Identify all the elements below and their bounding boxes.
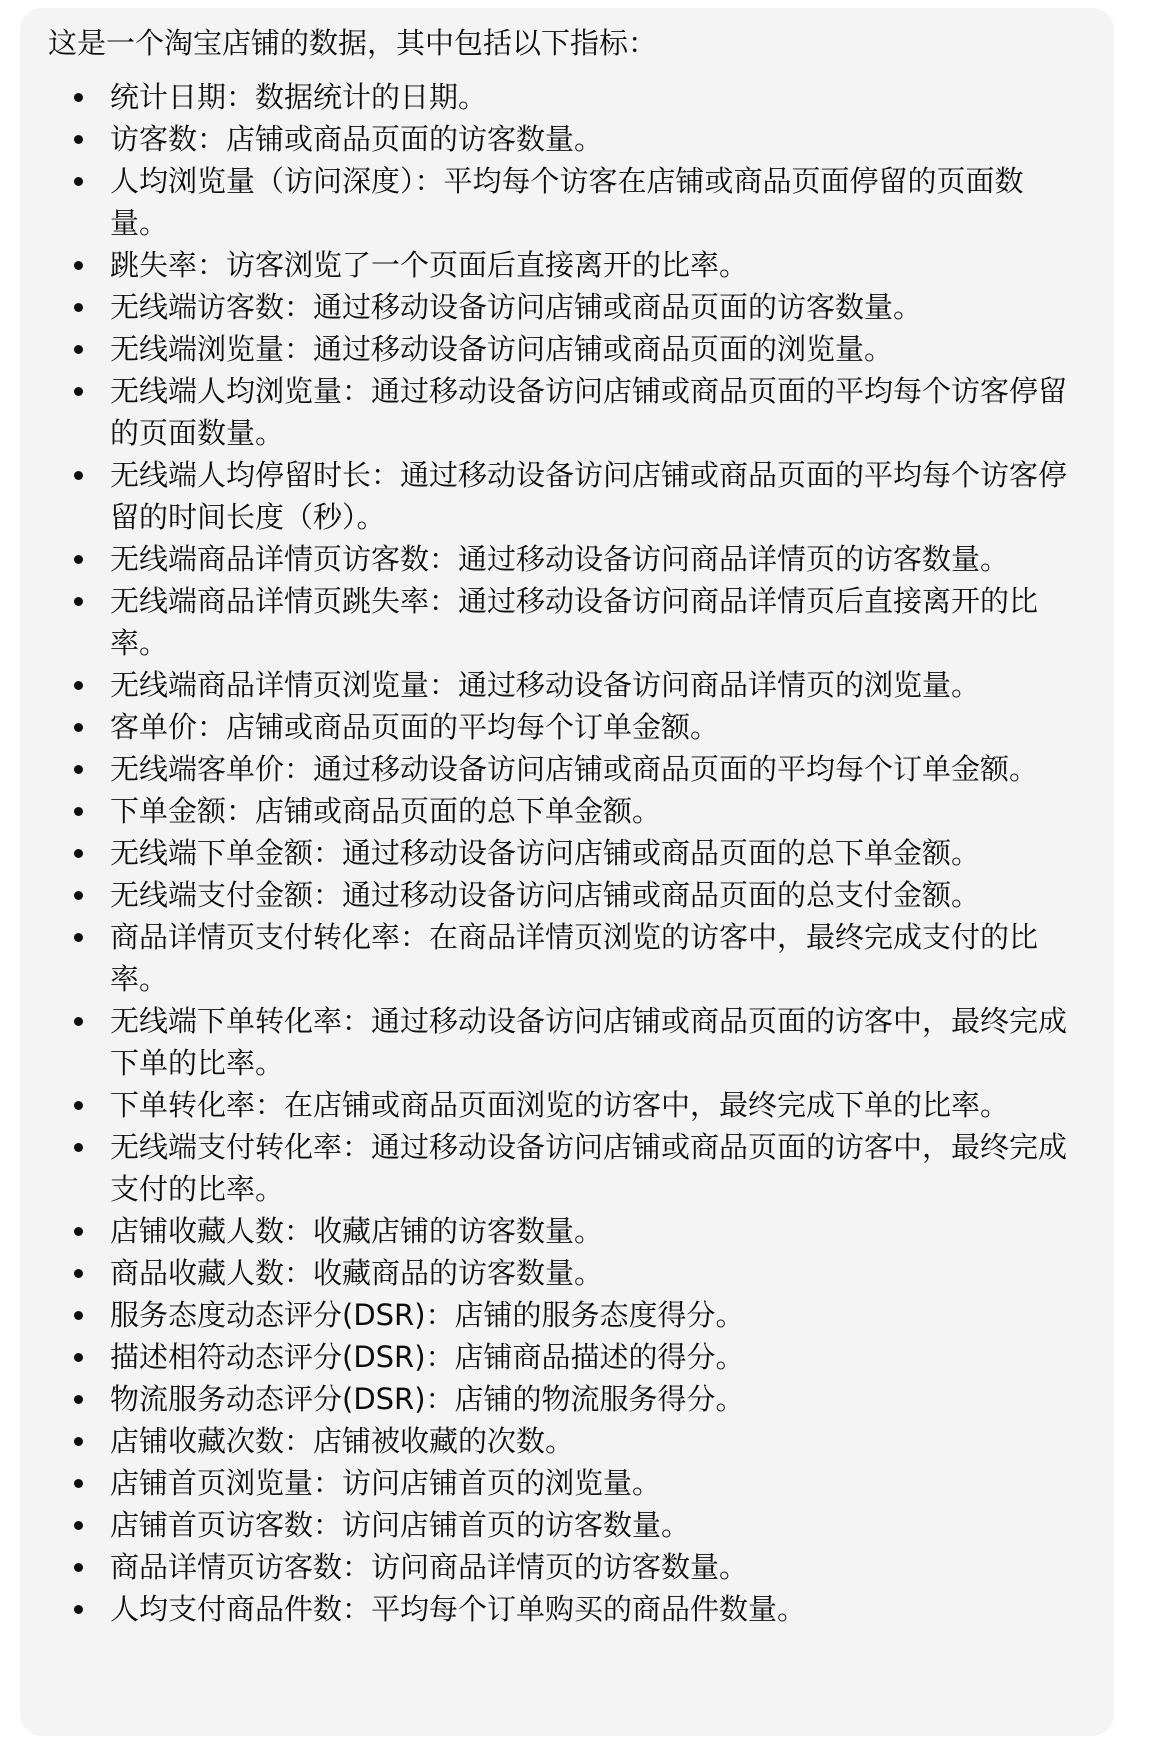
list-item-text: 服务态度动态评分(DSR)：店铺的服务态度得分。 (110, 1298, 745, 1332)
list-item-text: 店铺首页访客数：访问店铺首页的访客数量。 (110, 1508, 691, 1542)
list-item (48, 1462, 1078, 1504)
list-item (48, 1084, 1078, 1126)
list-item (48, 1294, 1078, 1336)
bullet-icon (74, 345, 83, 354)
list-item (48, 832, 1078, 874)
list-item-text: 无线端支付转化率：通过移动设备访问店铺或商品页面的访客中，最终完成支付的比率。 (110, 1130, 1068, 1206)
list-item (48, 706, 1078, 748)
list-item (48, 1420, 1078, 1462)
list-item-text: 描述相符动态评分(DSR)：店铺商品描述的得分。 (110, 1340, 745, 1374)
bullet-icon (74, 303, 83, 312)
bullet-icon (74, 471, 83, 480)
list-item-text: 跳失率：访客浏览了一个页面后直接离开的比率。 (110, 248, 749, 282)
bullet-icon (74, 555, 83, 564)
list-item (48, 328, 1078, 370)
list-item-text: 无线端商品详情页浏览量：通过移动设备访问商品详情页的浏览量。 (110, 668, 981, 702)
list-item-text: 商品详情页支付转化率：在商品详情页浏览的访客中，最终完成支付的比率。 (110, 920, 1039, 996)
bullet-icon (74, 93, 83, 102)
bullet-icon (74, 1101, 83, 1110)
list-item (48, 664, 1078, 706)
list-item (48, 244, 1078, 286)
bullet-icon (74, 1605, 83, 1614)
bullet-icon (74, 723, 83, 732)
list-item-text: 人均支付商品件数：平均每个订单购买的商品件数量。 (110, 1592, 807, 1626)
list-item-text: 客单价：店铺或商品页面的平均每个订单金额。 (110, 710, 720, 744)
bullet-icon (74, 1353, 83, 1362)
list-item-text: 商品收藏人数：收藏商品的访客数量。 (110, 1256, 604, 1290)
list-item (48, 790, 1078, 832)
list-item-text: 无线端访客数：通过移动设备访问店铺或商品页面的访客数量。 (110, 290, 923, 324)
intro-text: 这是一个淘宝店铺的数据，其中包括以下指标： (48, 26, 658, 60)
list-item-text: 商品详情页访客数：访问商品详情页的访客数量。 (110, 1550, 749, 1584)
list-item (48, 916, 1078, 1000)
list-item (48, 1336, 1078, 1378)
list-item (48, 1000, 1078, 1084)
bullet-icon (74, 681, 83, 690)
bullet-icon (74, 177, 83, 186)
metric-list (48, 76, 1078, 1630)
bullet-icon (74, 765, 83, 774)
bullet-icon (74, 807, 83, 816)
list-item-text: 下单转化率：在店铺或商品页面浏览的访客中，最终完成下单的比率。 (110, 1088, 1010, 1122)
list-item (48, 1210, 1078, 1252)
list-item (48, 1126, 1078, 1210)
list-item-text: 无线端下单转化率：通过移动设备访问店铺或商品页面的访客中，最终完成下单的比率。 (110, 1004, 1068, 1080)
bullet-icon (74, 1017, 83, 1026)
bullet-icon (74, 261, 83, 270)
list-item-text: 无线端支付金额：通过移动设备访问店铺或商品页面的总支付金额。 (110, 878, 981, 912)
list-item-text: 店铺收藏人数：收藏店铺的访客数量。 (110, 1214, 604, 1248)
list-item-text: 物流服务动态评分(DSR)：店铺的物流服务得分。 (110, 1382, 745, 1416)
list-item-text: 无线端浏览量：通过移动设备访问店铺或商品页面的浏览量。 (110, 332, 894, 366)
list-item (48, 1588, 1078, 1630)
list-item (48, 76, 1078, 118)
list-item (48, 118, 1078, 160)
list-item-text: 店铺首页浏览量：访问店铺首页的浏览量。 (110, 1466, 662, 1500)
list-item (48, 160, 1078, 244)
bullet-icon (74, 135, 83, 144)
bullet-icon (74, 1227, 83, 1236)
list-item-text: 无线端商品详情页跳失率：通过移动设备访问商品详情页后直接离开的比率。 (110, 584, 1039, 660)
bullet-icon (74, 597, 83, 606)
list-item-text: 统计日期：数据统计的日期。 (110, 80, 488, 114)
list-item (48, 286, 1078, 328)
bullet-icon (74, 933, 83, 942)
list-item-text: 下单金额：店铺或商品页面的总下单金额。 (110, 794, 662, 828)
list-item (48, 1378, 1078, 1420)
bullet-icon (74, 1563, 83, 1572)
message-bubble (20, 8, 1114, 1736)
list-item-text: 无线端下单金额：通过移动设备访问店铺或商品页面的总下单金额。 (110, 836, 981, 870)
list-item (48, 748, 1078, 790)
list-item-text: 人均浏览量（访问深度）：平均每个访客在店铺或商品页面停留的页面数量。 (110, 164, 1024, 240)
bullet-icon (74, 849, 83, 858)
list-item (48, 1252, 1078, 1294)
bullet-icon (74, 1479, 83, 1488)
list-item-text: 无线端人均停留时长：通过移动设备访问店铺或商品页面的平均每个访客停留的时间长度（秒）。 (110, 458, 1068, 534)
list-item (48, 370, 1078, 454)
bullet-icon (74, 891, 83, 900)
bullet-icon (74, 1521, 83, 1530)
list-item (48, 874, 1078, 916)
list-item-text: 无线端商品详情页访客数：通过移动设备访问商品详情页的访客数量。 (110, 542, 1010, 576)
list-item-text: 店铺收藏次数：店铺被收藏的次数。 (110, 1424, 575, 1458)
list-item (48, 1504, 1078, 1546)
list-item-text: 无线端客单价：通过移动设备访问店铺或商品页面的平均每个订单金额。 (110, 752, 1039, 786)
bullet-icon (74, 387, 83, 396)
bullet-icon (74, 1395, 83, 1404)
list-item (48, 538, 1078, 580)
bullet-icon (74, 1311, 83, 1320)
list-item (48, 580, 1078, 664)
bullet-icon (74, 1269, 83, 1278)
list-item-text: 访客数：店铺或商品页面的访客数量。 (110, 122, 604, 156)
list-item-text: 无线端人均浏览量：通过移动设备访问店铺或商品页面的平均每个访客停留的页面数量。 (110, 374, 1068, 450)
list-item (48, 1546, 1078, 1588)
bullet-icon (74, 1143, 83, 1152)
list-item (48, 454, 1078, 538)
bullet-icon (74, 1437, 83, 1446)
